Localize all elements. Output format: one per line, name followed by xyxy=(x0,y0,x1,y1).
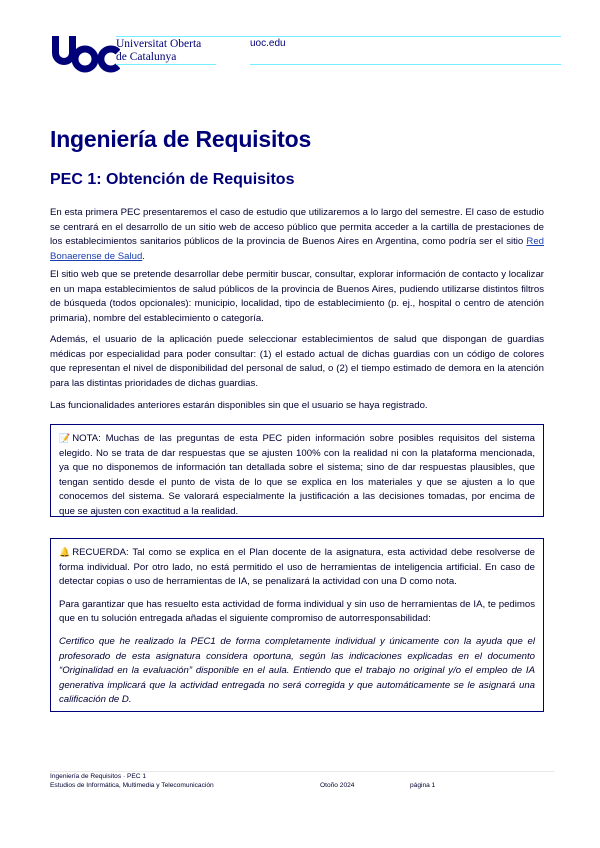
paragraph-website: El sitio web que se pretende desarrollar debe permitir buscar, consultar, explorar información de contacto y localizar en un mapa establecimientos de salud públicos de la provincia de Buenos Aires, pudiendo utilizarse distintos filtros de búsqueda (todos opcionales): municipio, localidad, tipo de establecimiento (p. ej., hospital o centro de atención primaria), nombre del establecimiento o categoría. xyxy=(50,269,544,324)
university-name xyxy=(116,38,201,64)
header-rule-left xyxy=(116,64,216,65)
reminder-text: RECUERDA: Tal como se explica en el Plan docente de la asignatura, esta actividad debe resolverse de forma individual. Por otro lado, no está permitido el uso de herramientas de inteligencia artificial. En caso de detectar copias o uso de herramientas de IA, se penalizará la actividad con una D como nota. xyxy=(59,547,535,588)
university-name-line1: Universitat Oberta xyxy=(116,38,202,50)
red-bonaerense-link[interactable]: Red Bonaerense de Salud xyxy=(50,236,544,262)
bell-icon: 🔔 xyxy=(59,547,71,557)
reminder-paragraph xyxy=(59,545,535,590)
footer-page-number: página 1 xyxy=(410,782,436,789)
paragraph-intro-end: . xyxy=(142,250,145,262)
paragraph-registration: Las funcionalidades anteriores estarán disponibles sin que el usuario se haya registrado. xyxy=(50,400,428,411)
footer-rule xyxy=(50,771,554,772)
note-text: NOTA: Muchas de las preguntas de esta PEC piden información sobre posibles requisitos del sistema elegido. No se trata de dar respuestas que se ajusten 100% con la realidad ni con la plataforma mencionada, ya que no disponemos de información tan detallada sobre el sistema; sino de dar respuestas plausibles, que tengan sentido desde el punto de vista de lo que se explica en los materiales y que se ajusten a lo que conocemos del sistema. Se valorará especialmente la justificación a las decisiones tomadas, por encima de que se ajusten con exactitud a la realidad. xyxy=(59,433,535,517)
note-box xyxy=(50,424,544,517)
paragraph-intro xyxy=(50,206,544,264)
uoc-logo-mark xyxy=(50,34,120,74)
page-subtitle: PEC 1: Obtención de Requisitos xyxy=(50,171,295,188)
page-title: Ingeniería de Requisitos xyxy=(50,126,312,152)
university-name-line2: de Catalunya xyxy=(116,51,177,63)
commitment-statement: Certifico que he realizado la PEC1 de forma completamente individual y únicamente con la ayuda que el profesorado de esta asignatura considera oportuna, según las indicaciones explicadas en el documento “Originalidad en la evaluación” disponible en el aula. Entiendo que el trabajo no original y/o el empleo de IA generativa implicará que la actividad entregada no será corregida y que automáticamente se le asignará una calificación de D. xyxy=(59,635,535,706)
university-url[interactable]: uoc.edu xyxy=(250,38,286,49)
memo-icon: 📝 xyxy=(59,433,71,443)
header-rule-right xyxy=(250,64,561,65)
header-rule-top xyxy=(116,36,561,37)
paragraph-intro-text: En esta primera PEC presentaremos el caso de estudio que utilizaremos a lo largo del semestre. El caso de estudio se centrará en el desarrollo de un sitio web de acceso público que permita acceder a la cartilla de prestaciones de los establecimientos sanitarios públicos de la provincia de Buenos Aires en Argentina, como podría ser el sitio xyxy=(50,207,544,248)
commitment-intro: Para garantizar que has resuelto esta actividad de forma individual y sin uso de herramientas de IA, te pedimos que en tu solución entregada añadas el siguiente compromiso de autorresponsabilidad: xyxy=(59,598,535,625)
footer-term: Otoño 2024 xyxy=(320,782,355,789)
footer-studies: Estudios de Informática, Multimedia y Telecomunicación xyxy=(50,782,214,789)
reminder-box xyxy=(50,538,544,712)
paragraph-guards: Además, el usuario de la aplicación puede seleccionar establecimientos de salud que dispongan de guardias médicas por especialidad para poder consultar: (1) el estado actual de dichas guardias con un código de colores que representan el nivel de disponibilidad del personal de salud, o (2) el tiempo estimado de demora en la atención para las distintas prioridades de dichas guardias. xyxy=(50,334,544,389)
note-paragraph xyxy=(59,431,535,520)
uoc-logo-icon xyxy=(50,32,120,74)
footer-course: Ingeniería de Requisitos · PEC 1 xyxy=(50,773,147,780)
